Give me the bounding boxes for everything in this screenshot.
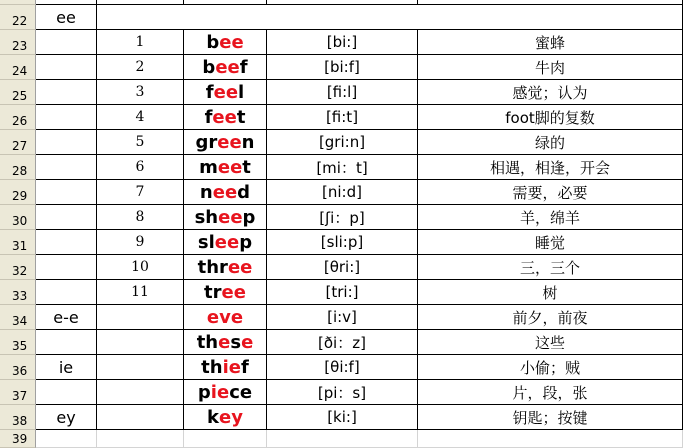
word-highlight: ee bbox=[212, 181, 238, 203]
row-header[interactable]: 38 bbox=[0, 405, 36, 430]
word-highlight: ie bbox=[210, 381, 230, 403]
cell-index[interactable]: 4 bbox=[97, 105, 184, 130]
cell-meaning[interactable]: 相遇，相逢，开会 bbox=[418, 155, 683, 180]
row-header[interactable]: 29 bbox=[0, 180, 36, 205]
word-part: th bbox=[201, 356, 223, 378]
cell-word[interactable] bbox=[184, 280, 267, 305]
cell-index[interactable] bbox=[97, 355, 184, 380]
cell-phonetic[interactable]: [θi:f] bbox=[267, 355, 418, 380]
row-header[interactable]: 30 bbox=[0, 205, 36, 230]
word-part: n bbox=[241, 131, 255, 153]
cell-pattern[interactable] bbox=[36, 155, 97, 180]
word-part: f bbox=[205, 81, 214, 103]
cell-index[interactable]: 1 bbox=[97, 30, 184, 55]
cell-meaning[interactable]: 这些 bbox=[418, 330, 683, 355]
word-part: d bbox=[237, 181, 251, 203]
cell-phonetic[interactable]: [fi:l] bbox=[267, 80, 418, 105]
empty-cell[interactable] bbox=[267, 430, 418, 448]
cell-pattern[interactable] bbox=[36, 330, 97, 355]
row-header[interactable]: 35 bbox=[0, 330, 36, 355]
cell-pattern[interactable]: e-e bbox=[36, 305, 97, 330]
cell-word[interactable] bbox=[184, 180, 267, 205]
cell-pattern[interactable] bbox=[36, 230, 97, 255]
word-part: t bbox=[236, 106, 246, 128]
empty-cell[interactable] bbox=[97, 430, 184, 448]
cell-phonetic[interactable]: [fi:t] bbox=[267, 105, 418, 130]
cell-word[interactable] bbox=[184, 305, 267, 330]
cell-phonetic[interactable]: [ði：z] bbox=[267, 330, 418, 355]
cell-phonetic[interactable]: [ni:d] bbox=[267, 180, 418, 205]
cell-meaning[interactable]: 树 bbox=[418, 280, 683, 305]
word-part: f bbox=[204, 106, 213, 128]
word-part: p bbox=[197, 381, 211, 403]
cell-index[interactable]: 6 bbox=[97, 155, 184, 180]
cell-meaning[interactable]: 睡觉 bbox=[418, 230, 683, 255]
cell-pattern[interactable] bbox=[36, 55, 97, 80]
word-part: n bbox=[199, 181, 213, 203]
word-highlight: eve bbox=[206, 306, 244, 328]
cell-word[interactable] bbox=[184, 255, 267, 280]
cell-pattern[interactable]: ie bbox=[36, 355, 97, 380]
cell-meaning[interactable]: 牛肉 bbox=[418, 55, 683, 80]
word-highlight: ee bbox=[217, 156, 243, 178]
word-highlight: ee bbox=[218, 206, 243, 228]
cell-phonetic[interactable]: [tri:] bbox=[267, 280, 418, 305]
word-part: th bbox=[196, 331, 219, 353]
row-header[interactable]: 32 bbox=[0, 255, 36, 280]
cell-phonetic[interactable]: [pi：s] bbox=[267, 380, 418, 405]
cell-word[interactable] bbox=[184, 205, 267, 230]
cell-word[interactable] bbox=[184, 380, 267, 405]
word-part: sh bbox=[194, 206, 219, 228]
cell-word[interactable] bbox=[184, 355, 267, 380]
word-part: p bbox=[239, 231, 253, 253]
row-header[interactable]: 37 bbox=[0, 380, 36, 405]
word-highlight: ee bbox=[215, 56, 240, 78]
cell-pattern[interactable] bbox=[36, 30, 97, 55]
cell-index[interactable]: 10 bbox=[97, 255, 184, 280]
word-highlight: ee bbox=[214, 231, 240, 253]
cell-pattern[interactable] bbox=[36, 130, 97, 155]
cell-pattern[interactable] bbox=[36, 205, 97, 230]
cell-meaning[interactable]: 三，三个 bbox=[418, 255, 683, 280]
cell-meaning[interactable]: 蜜蜂 bbox=[418, 30, 683, 55]
row-header[interactable]: 22 bbox=[0, 5, 36, 30]
cell-phonetic[interactable]: [θri:] bbox=[267, 255, 418, 280]
cell-phonetic[interactable]: [bi:] bbox=[267, 30, 418, 55]
word-highlight: ie bbox=[222, 356, 241, 378]
cell-index[interactable]: 5 bbox=[97, 130, 184, 155]
cell-meaning[interactable]: 前夕，前夜 bbox=[418, 305, 683, 330]
cell-phonetic[interactable]: [mi：t] bbox=[267, 155, 418, 180]
row-header[interactable]: 36 bbox=[0, 355, 36, 380]
empty-cell[interactable] bbox=[418, 430, 683, 448]
word-highlight: ee bbox=[227, 256, 253, 278]
cell-index[interactable] bbox=[97, 380, 184, 405]
empty-cell[interactable] bbox=[36, 430, 97, 448]
row-header[interactable]: 39 bbox=[0, 430, 36, 448]
word-highlight: ee bbox=[217, 131, 242, 153]
row-header[interactable]: 26 bbox=[0, 105, 36, 130]
row-header[interactable]: 23 bbox=[0, 30, 36, 55]
cell-word[interactable] bbox=[184, 30, 267, 55]
word-part: ce bbox=[229, 381, 253, 403]
cell-pattern[interactable]: ee bbox=[36, 5, 97, 30]
cell-index[interactable]: 9 bbox=[97, 230, 184, 255]
cell-index[interactable]: 3 bbox=[97, 80, 184, 105]
cell-meaning[interactable]: 绿的 bbox=[418, 130, 683, 155]
cell-pattern[interactable] bbox=[36, 80, 97, 105]
cell-index[interactable]: 2 bbox=[97, 55, 184, 80]
cell-phonetic[interactable]: [ki:] bbox=[267, 405, 418, 430]
cell-phonetic[interactable]: [gri:n] bbox=[267, 130, 418, 155]
cell-index[interactable] bbox=[97, 305, 184, 330]
row-header[interactable]: 28 bbox=[0, 155, 36, 180]
cell-word[interactable] bbox=[184, 80, 267, 105]
cell-word[interactable] bbox=[184, 105, 267, 130]
word-part: t bbox=[242, 156, 251, 178]
cell-word[interactable] bbox=[184, 405, 267, 430]
cell-phonetic[interactable]: [i:v] bbox=[267, 305, 418, 330]
cell-phonetic[interactable]: [sli:p] bbox=[267, 230, 418, 255]
cell-pattern[interactable] bbox=[36, 255, 97, 280]
cell-meaning[interactable]: foot脚的复数 bbox=[418, 105, 683, 130]
word-part: l bbox=[238, 81, 245, 103]
word-part: tr bbox=[204, 281, 222, 303]
row-header[interactable]: 25 bbox=[0, 80, 36, 105]
cell-pattern[interactable] bbox=[36, 105, 97, 130]
cell-index[interactable]: 7 bbox=[97, 180, 184, 205]
word-highlight: e bbox=[241, 331, 254, 353]
empty-cell[interactable] bbox=[184, 430, 267, 448]
word-highlight: ee bbox=[219, 31, 244, 53]
word-highlight: ee bbox=[213, 81, 239, 103]
word-highlight: ey bbox=[219, 406, 243, 428]
cell-pattern[interactable] bbox=[36, 280, 97, 305]
cell-index[interactable]: 8 bbox=[97, 205, 184, 230]
word-part: p bbox=[242, 206, 256, 228]
cell-pattern[interactable]: ey bbox=[36, 405, 97, 430]
row-header[interactable]: 34 bbox=[0, 305, 36, 330]
cell-word[interactable] bbox=[184, 55, 267, 80]
word-part: thr bbox=[197, 256, 228, 278]
word-part: sl bbox=[197, 231, 215, 253]
word-part: b bbox=[206, 31, 220, 53]
cell-meaning[interactable]: 片，段，张 bbox=[418, 380, 683, 405]
cell-word[interactable] bbox=[184, 230, 267, 255]
cell-word[interactable] bbox=[184, 330, 267, 355]
cell-word[interactable] bbox=[184, 130, 267, 155]
word-highlight: ee bbox=[212, 106, 237, 128]
cell-meaning[interactable]: 需要，必要 bbox=[418, 180, 683, 205]
cell-phonetic[interactable]: [ʃi：p] bbox=[267, 205, 418, 230]
cell-phonetic[interactable]: [bi:f] bbox=[267, 55, 418, 80]
cell-meaning[interactable]: 小偷；贼 bbox=[418, 355, 683, 380]
merged-cell[interactable] bbox=[97, 5, 683, 30]
row-header[interactable]: 27 bbox=[0, 130, 36, 155]
cell-index[interactable] bbox=[97, 405, 184, 430]
word-part: b bbox=[202, 56, 216, 78]
word-part: k bbox=[207, 406, 220, 428]
cell-index[interactable]: 11 bbox=[97, 280, 184, 305]
word-part: s bbox=[230, 331, 242, 353]
word-part: f bbox=[239, 56, 248, 78]
cell-pattern[interactable] bbox=[36, 380, 97, 405]
cell-word[interactable] bbox=[184, 155, 267, 180]
row-header[interactable]: 33 bbox=[0, 280, 36, 305]
word-highlight: e bbox=[218, 331, 231, 353]
word-part: gr bbox=[195, 131, 218, 153]
word-part: f bbox=[240, 356, 249, 378]
row-header[interactable]: 24 bbox=[0, 55, 36, 80]
cell-index[interactable] bbox=[97, 330, 184, 355]
cell-meaning[interactable]: 钥匙；按键 bbox=[418, 405, 683, 430]
row-header[interactable]: 31 bbox=[0, 230, 36, 255]
cell-pattern[interactable] bbox=[36, 180, 97, 205]
word-part: m bbox=[199, 156, 218, 178]
cell-meaning[interactable]: 感觉；认为 bbox=[418, 80, 683, 105]
word-highlight: ee bbox=[221, 281, 246, 303]
cell-meaning[interactable]: 羊，绵羊 bbox=[418, 205, 683, 230]
